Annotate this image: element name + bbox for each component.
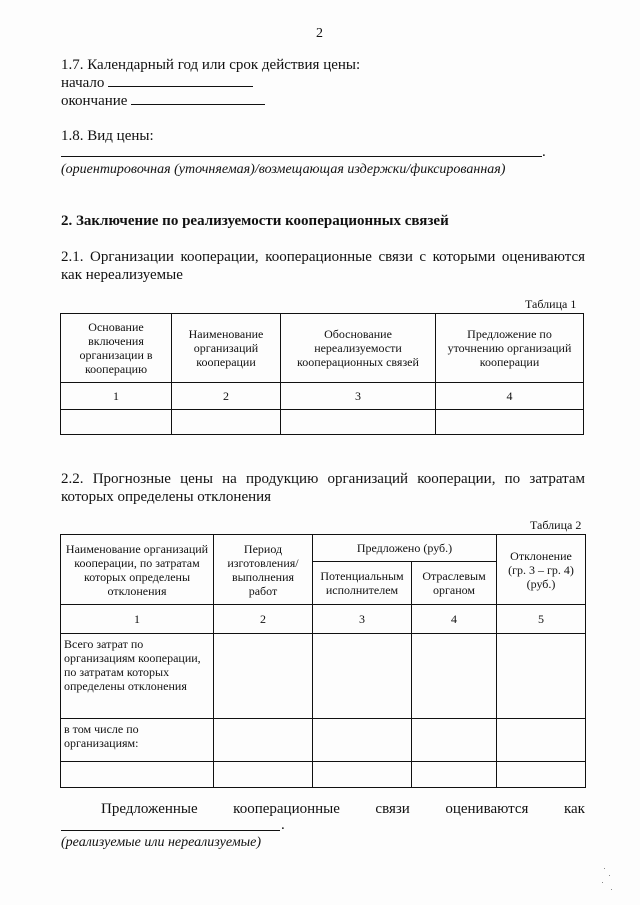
table-2-header-branch: Отраслевым органом <box>412 562 497 605</box>
table-2-header-period: Период изготовления/ выполнения работ <box>214 535 313 605</box>
assessment-hint: (реализуемые или нереализуемые) <box>61 835 262 850</box>
table-1-header-justification: Обоснование нереализуемости кооперационных связей <box>281 314 436 383</box>
section-2-1-text-line1: 2.1. Организации кооперации, кооперационные связи с которыми оцениваются <box>61 249 585 265</box>
final-sentence <box>101 800 585 818</box>
page-number: 2 <box>316 26 323 41</box>
table-2-cell[interactable] <box>412 634 497 719</box>
final-word: связи <box>375 801 410 817</box>
table-1-cell[interactable] <box>61 410 172 435</box>
table-2-cell[interactable] <box>497 634 586 719</box>
section-2-1-text-line2: как нереализуемые <box>61 267 183 283</box>
price-type-dot: . <box>542 144 546 160</box>
section-2-2-text-line2: которых определены отклонения <box>61 489 272 505</box>
final-word: оцениваются <box>445 801 529 817</box>
table-1-label: Таблица 1 <box>525 297 577 311</box>
start-label: начало <box>61 75 105 91</box>
end-row <box>61 92 265 110</box>
table-2-cell[interactable] <box>313 634 412 719</box>
table-2-colnum: 1 <box>61 605 214 634</box>
final-word: кооперационные <box>233 801 340 817</box>
price-type-hint: (ориентировочная (уточняемая)/возмещающая издержки/фиксированная) <box>61 162 506 177</box>
table-1-header-proposal: Предложение по уточнению организаций кооперации <box>436 314 584 383</box>
table-2-colnum: 2 <box>214 605 313 634</box>
table-2-header-name: Наименование организаций кооперации, по затратам которых определены отклонения <box>61 535 214 605</box>
table-2-colnum: 4 <box>412 605 497 634</box>
table-2-cell[interactable] <box>313 719 412 762</box>
table-2-cell[interactable] <box>497 762 586 788</box>
table-2-cell[interactable] <box>412 762 497 788</box>
table-1-cell[interactable] <box>436 410 584 435</box>
table-1 <box>60 313 584 435</box>
table-2-header-potential: Потенциальным исполнителем <box>313 562 412 605</box>
table-2 <box>60 534 586 788</box>
table-2-cell[interactable] <box>497 719 586 762</box>
table-2-colnum: 3 <box>313 605 412 634</box>
table-1-colnum: 4 <box>436 383 584 410</box>
price-type-field[interactable] <box>61 156 542 157</box>
section-1-8-heading: 1.8. Вид цены: <box>61 128 154 144</box>
table-1-cell[interactable] <box>172 410 281 435</box>
table-1-colnum: 2 <box>172 383 281 410</box>
scan-speck <box>604 868 605 869</box>
table-2-cell[interactable] <box>214 762 313 788</box>
section-1-7-heading: 1.7. Календарный год или срок действия цены: <box>61 57 361 73</box>
table-2-header-deviation: Отклонение (гр. 3 – гр. 4) (руб.) <box>497 535 586 605</box>
table-1-colnum: 3 <box>281 383 436 410</box>
table-2-cell[interactable] <box>313 762 412 788</box>
final-word: как <box>563 801 585 817</box>
start-row <box>61 74 253 92</box>
table-1-cell[interactable] <box>281 410 436 435</box>
section-2-heading: 2. Заключение по реализуемости кооперационных связей <box>61 213 449 229</box>
table-2-cell[interactable] <box>412 719 497 762</box>
table-2-row-including-label: в том числе по организациям: <box>61 719 214 762</box>
scan-speck <box>602 882 603 883</box>
table-2-cell[interactable] <box>61 762 214 788</box>
table-2-header-proposed: Предложено (руб.) <box>313 535 497 562</box>
table-2-row-total-label: Всего затрат по организациям кооперации, по затратам которых определены отклонения <box>61 634 214 719</box>
scan-speck <box>611 889 612 890</box>
assessment-field[interactable] <box>61 830 280 831</box>
start-field[interactable] <box>108 74 253 87</box>
table-1-colnum: 1 <box>61 383 172 410</box>
table-2-label: Таблица 2 <box>530 518 582 532</box>
section-2-2-text-line1: 2.2. Прогнозные цены на продукцию организаций кооперации, по затратам <box>61 471 585 487</box>
table-2-colnum: 5 <box>497 605 586 634</box>
table-1-header-basis: Основание включения организации в кооперацию <box>61 314 172 383</box>
scan-speck <box>609 875 610 876</box>
table-2-cell[interactable] <box>214 719 313 762</box>
final-word: Предложенные <box>101 801 198 817</box>
table-1-header-org-name: Наименование организаций кооперации <box>172 314 281 383</box>
end-field[interactable] <box>131 92 265 105</box>
assessment-dot: . <box>281 817 285 833</box>
end-label: окончание <box>61 93 128 109</box>
table-2-cell[interactable] <box>214 634 313 719</box>
